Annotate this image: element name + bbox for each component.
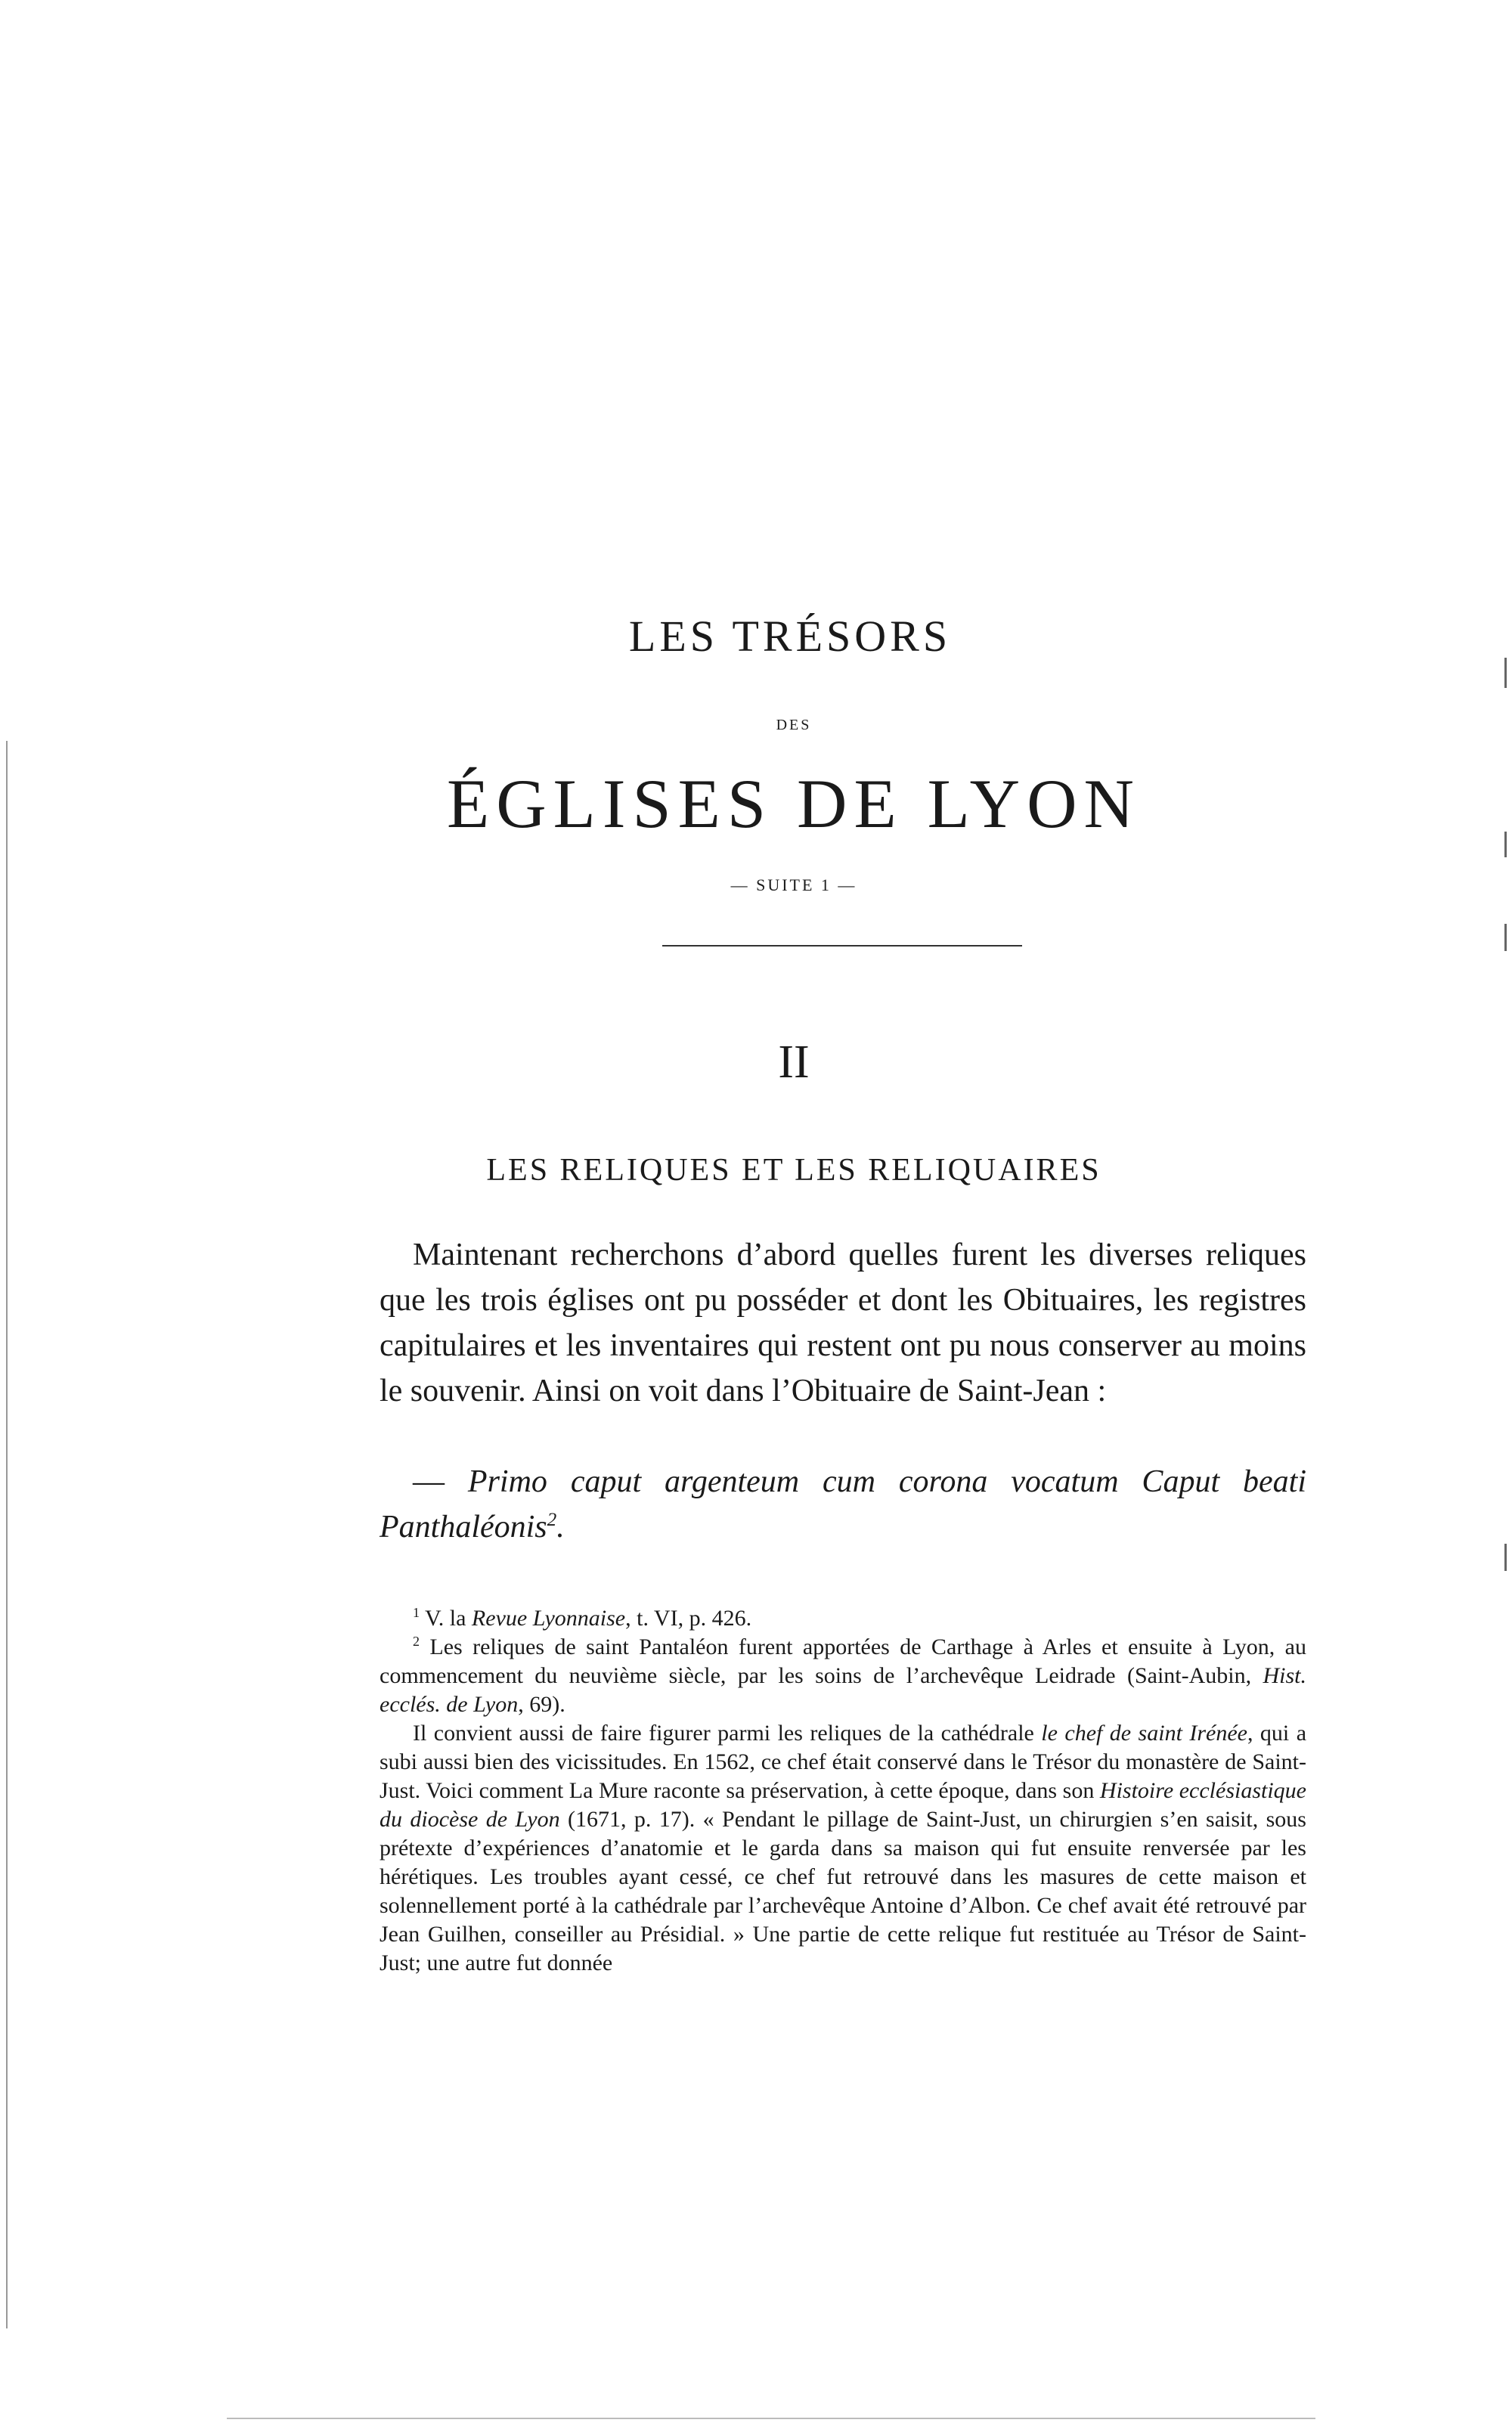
footnote-2-number: 2: [413, 1634, 420, 1649]
scan-margin-mark: [227, 2418, 1315, 2419]
section-number: II: [778, 1036, 810, 1088]
footnotes: [380, 1604, 1306, 1978]
footnote-1-journal: Revue Lyonnaise: [471, 1606, 626, 1631]
footnote-2-text-b: Il convient aussi de faire figurer parmi les reliques de la cathédrale: [413, 1721, 1042, 1746]
footnote-2-book-title: Histoire ecclésiastique du diocèse de Lyon: [380, 1778, 1306, 1832]
footnote-1-reference: , t. VI, p. 426.: [625, 1606, 752, 1631]
footnote-1-text: V. la: [424, 1606, 472, 1631]
footnote-1-number: 1: [413, 1605, 420, 1620]
footnote-2-part-b: [380, 1719, 1306, 1978]
title-connector: DES: [776, 717, 812, 733]
scan-margin-mark: [1504, 832, 1507, 857]
footnote-2-citation-a: Hist. ecclés. de Lyon: [380, 1663, 1306, 1717]
footnote-2-relic-name: le chef de saint Irénée: [1041, 1721, 1247, 1746]
footnote-2-text-b-end: (1671, p. 17). « Pendant le pillage de Saint-Just, un chirurgien s’en saisit, sous prétexte d’expériences d’anatomie et le garda dans sa maison qui fut ensuite renversée par les hérétiques. Les troubles ayant cessé, ce chef fut retrouvé dans les masures de cette maison et solennellement porté à la cathédrale par l’archevêque Antoine d’Albon. Ce chef avait été retrouvé par Jean Guilhen, conseiller au Présidial. » Une partie de cette relique fut restituée au Trésor de Saint-Just; une autre fut donnée: [380, 1807, 1306, 1975]
scan-margin-mark: [1504, 924, 1507, 951]
title-line-1: LES TRÉSORS: [628, 612, 952, 661]
body-paragraph: Maintenant recherchons d’abord quelles furent les diverses reliques que les trois églises ont pu posséder et dont les Obituaires, les registres capitulaires et les inventaires qui restent ont pu nous conserver au moins le souvenir. Ainsi on voit dans l’Obituaire de Saint-Jean :: [380, 1238, 1306, 1408]
quote-text: Primo caput argenteum cum corona vocatum Caput beati Panthaléonis: [380, 1464, 1307, 1544]
latin-quote: [380, 1459, 1306, 1550]
scan-margin-mark: [1504, 658, 1507, 688]
quote-dash: —: [413, 1464, 445, 1499]
title-divider: [662, 945, 1022, 947]
footnote-1: [380, 1604, 1306, 1633]
suite-label: — SUITE 1 —: [730, 875, 857, 894]
footnote-ref-2: 2: [547, 1510, 557, 1530]
quote-end: .: [556, 1510, 565, 1544]
scan-margin-mark: [6, 741, 8, 2328]
footnote-2-text-a-end: , 69).: [518, 1692, 565, 1717]
scan-margin-mark: [1504, 1544, 1507, 1571]
footnote-2-text-a: Les reliques de saint Pantaléon furent apportées de Carthage à Arles et ensuite à Lyon, au commencement du neuvième siècle, par les soins de l’archevêque Leidrade (Saint-Aubin,: [380, 1634, 1306, 1688]
footnote-2-text-b-mid: , qui a subi aussi bien des vicissitudes. En 1562, ce chef était conservé dans le Trésor du monastère de Saint-Just. Voici comment La Mure raconte sa préservation, à cette époque, dans son: [380, 1721, 1307, 1803]
section-title: LES RELIQUES ET LES RELIQUAIRES: [486, 1153, 1101, 1188]
footnote-2-part-a: [380, 1633, 1306, 1719]
title-line-2: ÉGLISES DE LYON: [447, 765, 1141, 842]
